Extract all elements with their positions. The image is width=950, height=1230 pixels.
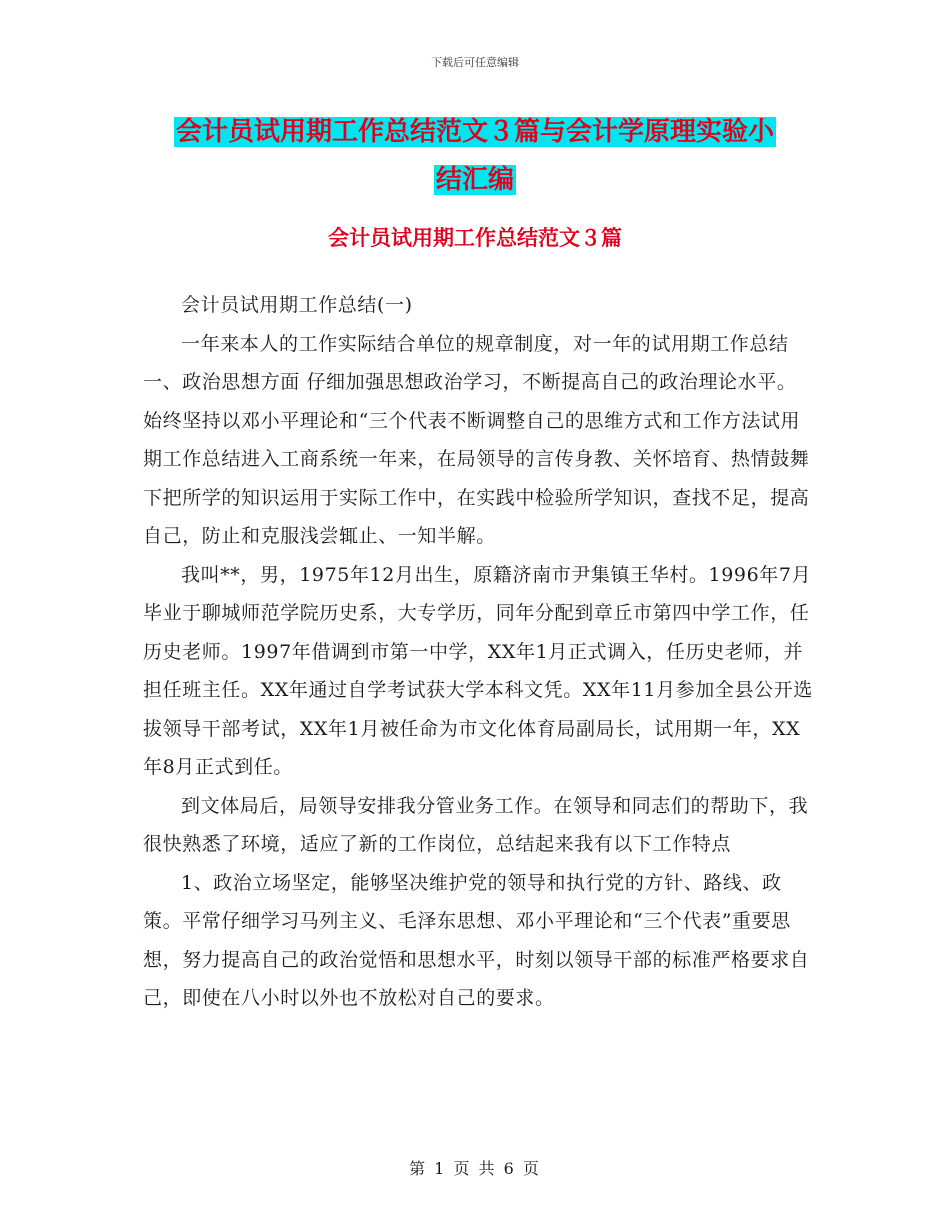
section-title: 会计员试用期工作总结范文３篇 bbox=[328, 225, 622, 250]
paragraph: 我叫**，男，1975年12月出生，原籍济南市尹集镇王华村。1996年7月毕业于聊城师范学院历史系，大专学历，同年分配到章丘市第四中学工作，任历史老师。1997年借调到市第一中学，XX年1月正式调入，任历史老师，并担任班主任。XX年通过自学考试获大学本科文凭。XX年11月参加全县公开选拔领导干部考试，XX年1月被任命为市文化体育局副局长，试用期一年，XX年8月正式到任。 bbox=[143, 563, 813, 778]
header-note: 下载后可任意编辑 bbox=[431, 56, 519, 69]
document-title-line-1: 会计员试用期工作总结范文３篇与会计学原理实验小 bbox=[175, 117, 774, 147]
paragraph-subheading: 会计员试用期工作总结(一) bbox=[181, 294, 413, 316]
paragraph: 一年来本人的工作实际结合单位的规章制度，对一年的试用期工作总结一、政治思想方面 仔细加强思想政治学习，不断提高自己的政治理论水平。始终坚持以邓小平理论和“三个代表不断调整自己的思维方式和工作方法试用期工作总结进入工商系统一年来，在局领导的言传身教、关怀培育、热情鼓舞下把所学的知识运用于实际工作中，在实践中检验所学知识，查找不足，提高自己，防止和克服浅尝辄止、一知半解。 bbox=[143, 332, 810, 547]
paragraph: 到文体局后，局领导安排我分管业务工作。在领导和同志们的帮助下，我很快熟悉了环境，适应了新的工作岗位，总结起来我有以下工作特点 bbox=[143, 794, 809, 855]
paragraph: 1、政治立场坚定，能够坚决维护党的领导和执行党的方针、路线、政策。平常仔细学习马列主义、毛泽东思想、邓小平理论和“三个代表”重要思想，努力提高自己的政治觉悟和思想水平，时刻以领导干部的标准严格要求自己，即使在八小时以外也不放松对自己的要求。 bbox=[143, 871, 810, 1009]
document-body bbox=[143, 286, 815, 1018]
document-title-line-2: 结汇编 bbox=[435, 165, 514, 195]
page-number-footer: 第 1 页 共 6 页 bbox=[409, 1159, 541, 1178]
document-title bbox=[140, 108, 810, 204]
